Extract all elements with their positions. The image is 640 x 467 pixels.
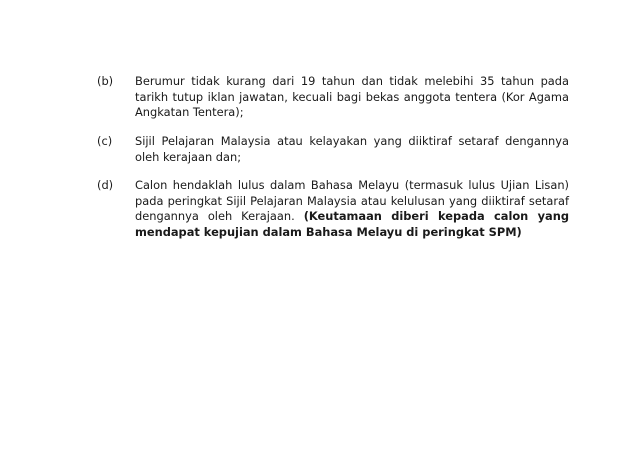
list-marker: (d) (97, 178, 114, 192)
list-item-b (97, 74, 569, 121)
list-item-text: Berumur tidak kurang dari 19 tahun dan tidak melebihi 35 tahun pada tarikh tutup iklan jawatan, kecuali bagi bekas anggota tentera (Kor Agama Angkatan Tentera); (135, 74, 569, 120)
list-marker: (b) (97, 74, 114, 88)
list-item-text (135, 178, 569, 240)
list-item-d (97, 178, 569, 240)
list-item-text: Sijil Pelajaran Malaysia atau kelayakan yang diiktiraf setaraf dengannya oleh kerajaan dan; (135, 134, 569, 164)
list-item-plain-text: Calon hendaklah lulus dalam Bahasa Melayu (termasuk lulus Ujian Lisan) pada peringkat Sijil Pelajaran Malaysia atau kelulusan yang diiktiraf setaraf dengannya oleh Kerajaan. (135, 178, 569, 224)
list-marker: (c) (97, 134, 113, 148)
list-item-bold-note: (Keutamaan diberi kepada calon yang mendapat kepujian dalam Bahasa Melayu di peringkat SPM) (135, 209, 570, 239)
list-item-c (97, 134, 569, 165)
